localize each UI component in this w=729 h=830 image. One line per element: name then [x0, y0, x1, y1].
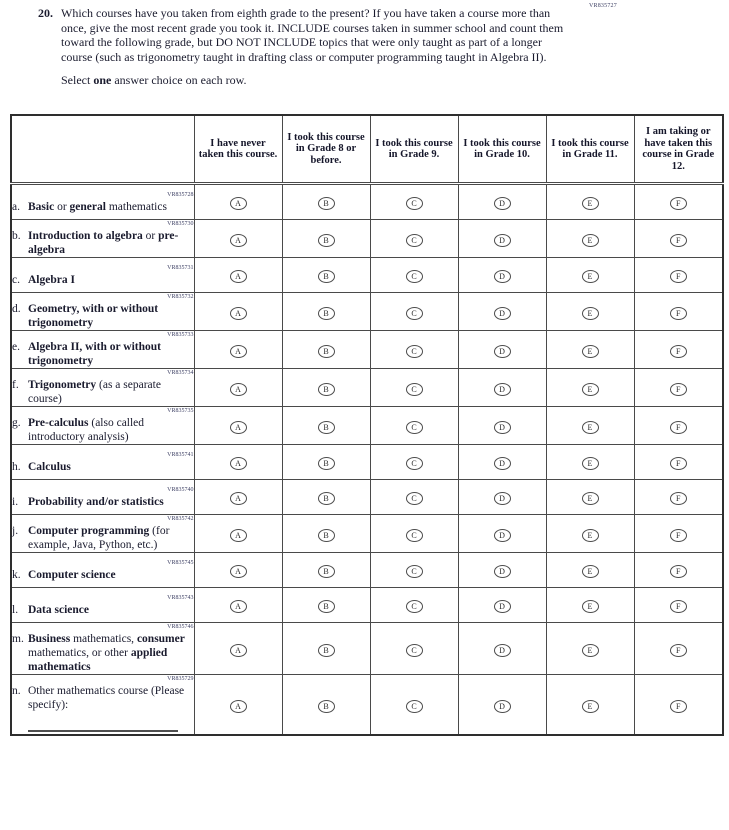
answer-cell-e: [546, 220, 634, 258]
course-name: Algebra II, with or without trigonometry: [28, 341, 162, 367]
column-header-1: I have never taken this course.: [194, 115, 282, 184]
radio-option-a[interactable]: A: [230, 457, 247, 470]
course-label: [12, 378, 194, 406]
radio-option-a[interactable]: A: [230, 529, 247, 542]
radio-option-c[interactable]: C: [406, 529, 423, 542]
course-label: [12, 603, 194, 617]
radio-option-e[interactable]: E: [582, 307, 599, 320]
question-block: [38, 6, 566, 88]
answer-cell-f: [634, 407, 723, 445]
radio-option-c[interactable]: C: [406, 197, 423, 210]
radio-option-b[interactable]: B: [318, 270, 335, 283]
answer-cell-f: [634, 480, 723, 515]
answer-cell-a: [194, 184, 282, 220]
course-label-cell: [11, 623, 194, 675]
radio-option-c[interactable]: C: [406, 234, 423, 247]
answer-cell-f: [634, 588, 723, 623]
answer-cell-b: [282, 184, 370, 220]
radio-option-e[interactable]: E: [582, 492, 599, 505]
radio-option-b[interactable]: B: [318, 600, 335, 613]
column-header-2: I took this course in Grade 8 or before.: [282, 115, 370, 184]
radio-option-d[interactable]: D: [494, 307, 511, 320]
radio-option-d[interactable]: D: [494, 421, 511, 434]
answer-cell-d: [458, 369, 546, 407]
radio-option-a[interactable]: A: [230, 234, 247, 247]
radio-option-f[interactable]: F: [670, 345, 687, 358]
course-label-cell: [11, 588, 194, 623]
course-label-cell: [11, 553, 194, 588]
course-label: [12, 524, 194, 552]
answer-cell-b: [282, 407, 370, 445]
course-label: [12, 684, 194, 712]
row-code: VR835733: [167, 332, 194, 338]
answer-cell-c: [370, 369, 458, 407]
row-code: VR835740: [167, 486, 194, 493]
radio-option-d[interactable]: D: [494, 600, 511, 613]
radio-option-a[interactable]: A: [230, 345, 247, 358]
answer-cell-e: [546, 184, 634, 220]
answer-cell-a: [194, 293, 282, 331]
column-header-6: I am taking or have taken this course in Grade 12.: [634, 115, 723, 184]
radio-option-e[interactable]: E: [582, 383, 599, 396]
course-label-cell: [11, 220, 194, 258]
radio-option-a[interactable]: A: [230, 270, 247, 283]
radio-option-b[interactable]: B: [318, 197, 335, 210]
course-label: [12, 460, 194, 474]
answer-cell-c: [370, 588, 458, 623]
answer-cell-f: [634, 369, 723, 407]
radio-option-f[interactable]: F: [670, 644, 687, 657]
answer-cell-c: [370, 407, 458, 445]
course-label-cell: [11, 293, 194, 331]
course-label-cell: [11, 184, 194, 220]
answer-cell-a: [194, 515, 282, 553]
radio-option-c[interactable]: C: [406, 565, 423, 578]
answer-cell-a: [194, 553, 282, 588]
courses-table: [10, 114, 724, 736]
radio-option-e[interactable]: E: [582, 565, 599, 578]
answer-cell-f: [634, 515, 723, 553]
answer-cell-d: [458, 220, 546, 258]
radio-option-e[interactable]: E: [582, 457, 599, 470]
answer-cell-c: [370, 675, 458, 736]
row-code: VR835729: [167, 676, 194, 682]
answer-cell-e: [546, 553, 634, 588]
course-name: Geometry, with or without trigonometry: [28, 303, 159, 329]
radio-option-c[interactable]: C: [406, 345, 423, 358]
row-letter: n.: [12, 685, 21, 697]
answer-cell-d: [458, 480, 546, 515]
radio-option-f[interactable]: F: [670, 421, 687, 434]
radio-option-e[interactable]: E: [582, 529, 599, 542]
radio-option-e[interactable]: E: [582, 700, 599, 713]
row-letter: k.: [12, 568, 21, 581]
column-header-4: I took this course in Grade 10.: [458, 115, 546, 184]
courses-table-header: [11, 115, 723, 184]
radio-option-b[interactable]: B: [318, 383, 335, 396]
row-letter: f.: [12, 379, 19, 391]
answer-cell-a: [194, 588, 282, 623]
answer-cell-b: [282, 515, 370, 553]
answer-cell-f: [634, 445, 723, 480]
course-name: Pre-calculus (also called introductory analysis): [28, 417, 145, 443]
answer-cell-f: [634, 258, 723, 293]
radio-option-b[interactable]: B: [318, 565, 335, 578]
row-letter: a.: [12, 200, 20, 213]
radio-option-f[interactable]: F: [670, 700, 687, 713]
answer-cell-c: [370, 623, 458, 675]
course-name: Probability and/or statistics: [28, 495, 164, 508]
radio-option-d[interactable]: D: [494, 345, 511, 358]
radio-option-c[interactable]: C: [406, 700, 423, 713]
course-label-cell: [11, 331, 194, 369]
answer-cell-f: [634, 553, 723, 588]
course-row-j: [11, 515, 723, 553]
answer-cell-a: [194, 480, 282, 515]
row-letter: h.: [12, 460, 21, 473]
radio-option-f[interactable]: F: [670, 600, 687, 613]
course-row-g: [11, 407, 723, 445]
row-letter: j.: [12, 525, 19, 537]
radio-option-b[interactable]: B: [318, 644, 335, 657]
course-name: Basic or general mathematics: [28, 200, 167, 213]
radio-option-e[interactable]: E: [582, 644, 599, 657]
course-label: [12, 302, 194, 330]
course-name: Algebra I: [28, 273, 75, 286]
radio-option-a[interactable]: A: [230, 600, 247, 613]
row-letter: g.: [12, 417, 21, 429]
answer-cell-c: [370, 258, 458, 293]
answer-cell-c: [370, 480, 458, 515]
answer-cell-a: [194, 407, 282, 445]
answer-cell-d: [458, 515, 546, 553]
answer-cell-e: [546, 369, 634, 407]
answer-cell-b: [282, 293, 370, 331]
answer-cell-b: [282, 588, 370, 623]
row-letter: i.: [12, 495, 19, 508]
course-label-cell: [11, 369, 194, 407]
answer-cell-d: [458, 445, 546, 480]
radio-option-f[interactable]: F: [670, 457, 687, 470]
answer-cell-c: [370, 445, 458, 480]
course-row-f: [11, 369, 723, 407]
answer-cell-e: [546, 623, 634, 675]
course-name: Introduction to algebra or pre-algebra: [28, 230, 179, 256]
course-label-cell: [11, 258, 194, 293]
course-label-cell: [11, 445, 194, 480]
radio-option-e[interactable]: E: [582, 600, 599, 613]
course-row-m: [11, 623, 723, 675]
radio-option-b[interactable]: B: [318, 345, 335, 358]
answer-cell-e: [546, 588, 634, 623]
course-row-a: [11, 184, 723, 220]
answer-cell-e: [546, 407, 634, 445]
course-label: [12, 568, 194, 582]
answer-cell-a: [194, 369, 282, 407]
answer-cell-e: [546, 293, 634, 331]
row-code: VR835735: [167, 408, 194, 414]
answer-cell-c: [370, 220, 458, 258]
answer-cell-e: [546, 445, 634, 480]
question-number: 20.: [38, 6, 53, 20]
radio-option-a[interactable]: A: [230, 700, 247, 713]
course-label: [12, 200, 194, 214]
select-instruction: [61, 73, 566, 88]
course-label: [12, 416, 194, 444]
answer-cell-a: [194, 258, 282, 293]
radio-option-f[interactable]: F: [670, 307, 687, 320]
answer-cell-b: [282, 258, 370, 293]
radio-option-c[interactable]: C: [406, 600, 423, 613]
course-name: Business mathematics, consumer mathematics, or other applied mathematics: [28, 633, 185, 673]
course-name: Other mathematics course (Please specify):: [28, 685, 185, 711]
answer-cell-d: [458, 553, 546, 588]
answer-cell-d: [458, 258, 546, 293]
answer-cell-d: [458, 675, 546, 736]
answer-cell-f: [634, 220, 723, 258]
answer-cell-c: [370, 293, 458, 331]
radio-option-d[interactable]: D: [494, 457, 511, 470]
answer-cell-a: [194, 623, 282, 675]
radio-option-c[interactable]: C: [406, 644, 423, 657]
answer-cell-d: [458, 331, 546, 369]
course-row-n: [11, 675, 723, 736]
radio-option-d[interactable]: D: [494, 492, 511, 505]
answer-cell-b: [282, 553, 370, 588]
course-row-i: [11, 480, 723, 515]
column-header-3: I took this course in Grade 9.: [370, 115, 458, 184]
row-code: VR835741: [167, 451, 194, 458]
row-code: VR835746: [167, 624, 194, 630]
row-code: VR835728: [167, 191, 194, 198]
answer-cell-e: [546, 675, 634, 736]
course-label: [12, 632, 194, 674]
answer-cell-b: [282, 331, 370, 369]
other-course-write-in-line[interactable]: [28, 718, 178, 732]
answer-cell-f: [634, 623, 723, 675]
radio-option-f[interactable]: F: [670, 492, 687, 505]
course-label: [12, 229, 194, 257]
row-code: VR835743: [167, 594, 194, 601]
radio-option-a[interactable]: A: [230, 492, 247, 505]
radio-option-d[interactable]: D: [494, 565, 511, 578]
course-label: [12, 340, 194, 368]
radio-option-e[interactable]: E: [582, 345, 599, 358]
radio-option-b[interactable]: B: [318, 700, 335, 713]
answer-cell-f: [634, 293, 723, 331]
course-name: Computer science: [28, 568, 116, 581]
radio-option-d[interactable]: D: [494, 644, 511, 657]
answer-cell-a: [194, 331, 282, 369]
form-code: VR835727: [589, 3, 617, 9]
radio-option-a[interactable]: A: [230, 197, 247, 210]
radio-option-d[interactable]: D: [494, 234, 511, 247]
course-label-cell: [11, 407, 194, 445]
row-letter: c.: [12, 273, 20, 286]
answer-cell-e: [546, 515, 634, 553]
radio-option-d[interactable]: D: [494, 197, 511, 210]
radio-option-f[interactable]: F: [670, 270, 687, 283]
course-row-l: [11, 588, 723, 623]
course-row-d: [11, 293, 723, 331]
row-code: VR835745: [167, 559, 194, 566]
radio-option-b[interactable]: B: [318, 421, 335, 434]
answer-cell-c: [370, 553, 458, 588]
column-header-5: I took this course in Grade 11.: [546, 115, 634, 184]
radio-option-a[interactable]: A: [230, 307, 247, 320]
answer-cell-d: [458, 588, 546, 623]
radio-option-d[interactable]: D: [494, 700, 511, 713]
radio-option-c[interactable]: C: [406, 492, 423, 505]
radio-option-c[interactable]: C: [406, 457, 423, 470]
radio-option-b[interactable]: B: [318, 492, 335, 505]
answer-cell-d: [458, 407, 546, 445]
radio-option-d[interactable]: D: [494, 383, 511, 396]
course-label: [12, 273, 194, 287]
answer-cell-b: [282, 480, 370, 515]
answer-cell-c: [370, 184, 458, 220]
radio-option-e[interactable]: E: [582, 234, 599, 247]
radio-option-b[interactable]: B: [318, 457, 335, 470]
question-body: [61, 6, 566, 88]
answer-cell-c: [370, 331, 458, 369]
course-name: Data science: [28, 603, 89, 616]
answer-cell-b: [282, 369, 370, 407]
question-text: Which courses have you taken from eighth grade to the present? If you have taken a course more than once, give the most recent grade you took it. INCLUDE courses taken in summer school and count them toward the following grade, but DO NOT INCLUDE topics that were only taught as part of a longer course (such as trigonometry taught in drafting class or computer programming taught in Algebra II).: [61, 6, 564, 64]
answer-cell-f: [634, 184, 723, 220]
radio-option-f[interactable]: F: [670, 383, 687, 396]
row-code: VR835742: [167, 516, 194, 522]
radio-option-c[interactable]: C: [406, 270, 423, 283]
select-instruction-post: answer choice on each row.: [111, 73, 247, 87]
radio-option-a[interactable]: A: [230, 383, 247, 396]
answer-cell-e: [546, 331, 634, 369]
course-row-b: [11, 220, 723, 258]
courses-table-body: [11, 184, 723, 736]
radio-option-c[interactable]: C: [406, 307, 423, 320]
select-instruction-bold: one: [93, 73, 112, 87]
course-label-cell: [11, 675, 194, 736]
radio-option-e[interactable]: E: [582, 270, 599, 283]
answer-cell-f: [634, 675, 723, 736]
answer-cell-b: [282, 445, 370, 480]
answer-cell-a: [194, 445, 282, 480]
row-code: VR835732: [167, 294, 194, 300]
course-name: Trigonometry (as a separate course): [28, 379, 161, 405]
answer-cell-d: [458, 293, 546, 331]
answer-cell-b: [282, 675, 370, 736]
row-letter: b.: [12, 230, 21, 242]
answer-cell-e: [546, 480, 634, 515]
radio-option-a[interactable]: A: [230, 421, 247, 434]
answer-cell-a: [194, 220, 282, 258]
answer-cell-c: [370, 515, 458, 553]
course-label-cell: [11, 480, 194, 515]
course-label-cell: [11, 515, 194, 553]
row-letter: d.: [12, 303, 21, 315]
radio-option-a[interactable]: A: [230, 644, 247, 657]
course-name: Calculus: [28, 460, 71, 473]
header-row: [11, 115, 723, 184]
radio-option-c[interactable]: C: [406, 421, 423, 434]
row-letter: l.: [12, 603, 19, 616]
row-letter: m.: [12, 633, 24, 645]
select-instruction-pre: Select: [61, 73, 94, 87]
course-label: [12, 495, 194, 509]
answer-cell-e: [546, 258, 634, 293]
radio-option-e[interactable]: E: [582, 421, 599, 434]
radio-option-d[interactable]: D: [494, 270, 511, 283]
radio-option-c[interactable]: C: [406, 383, 423, 396]
radio-option-f[interactable]: F: [670, 529, 687, 542]
answer-cell-f: [634, 331, 723, 369]
answer-cell-d: [458, 184, 546, 220]
row-code: VR835734: [167, 370, 194, 376]
row-code: VR835730: [167, 221, 194, 227]
course-row-h: [11, 445, 723, 480]
course-row-c: [11, 258, 723, 293]
radio-option-b[interactable]: B: [318, 529, 335, 542]
radio-option-b[interactable]: B: [318, 307, 335, 320]
radio-option-a[interactable]: A: [230, 565, 247, 578]
course-row-e: [11, 331, 723, 369]
course-name: Computer programming (for example, Java, Python, etc.): [28, 525, 170, 551]
row-code: VR835731: [167, 264, 194, 271]
answer-cell-b: [282, 220, 370, 258]
answer-cell-b: [282, 623, 370, 675]
row-letter: e.: [12, 341, 20, 353]
radio-option-e[interactable]: E: [582, 197, 599, 210]
radio-option-f[interactable]: F: [670, 565, 687, 578]
course-row-k: [11, 553, 723, 588]
radio-option-f[interactable]: F: [670, 234, 687, 247]
radio-option-b[interactable]: B: [318, 234, 335, 247]
answer-cell-a: [194, 675, 282, 736]
corner-header-cell: [11, 115, 194, 184]
radio-option-d[interactable]: D: [494, 529, 511, 542]
radio-option-f[interactable]: F: [670, 197, 687, 210]
answer-cell-d: [458, 623, 546, 675]
